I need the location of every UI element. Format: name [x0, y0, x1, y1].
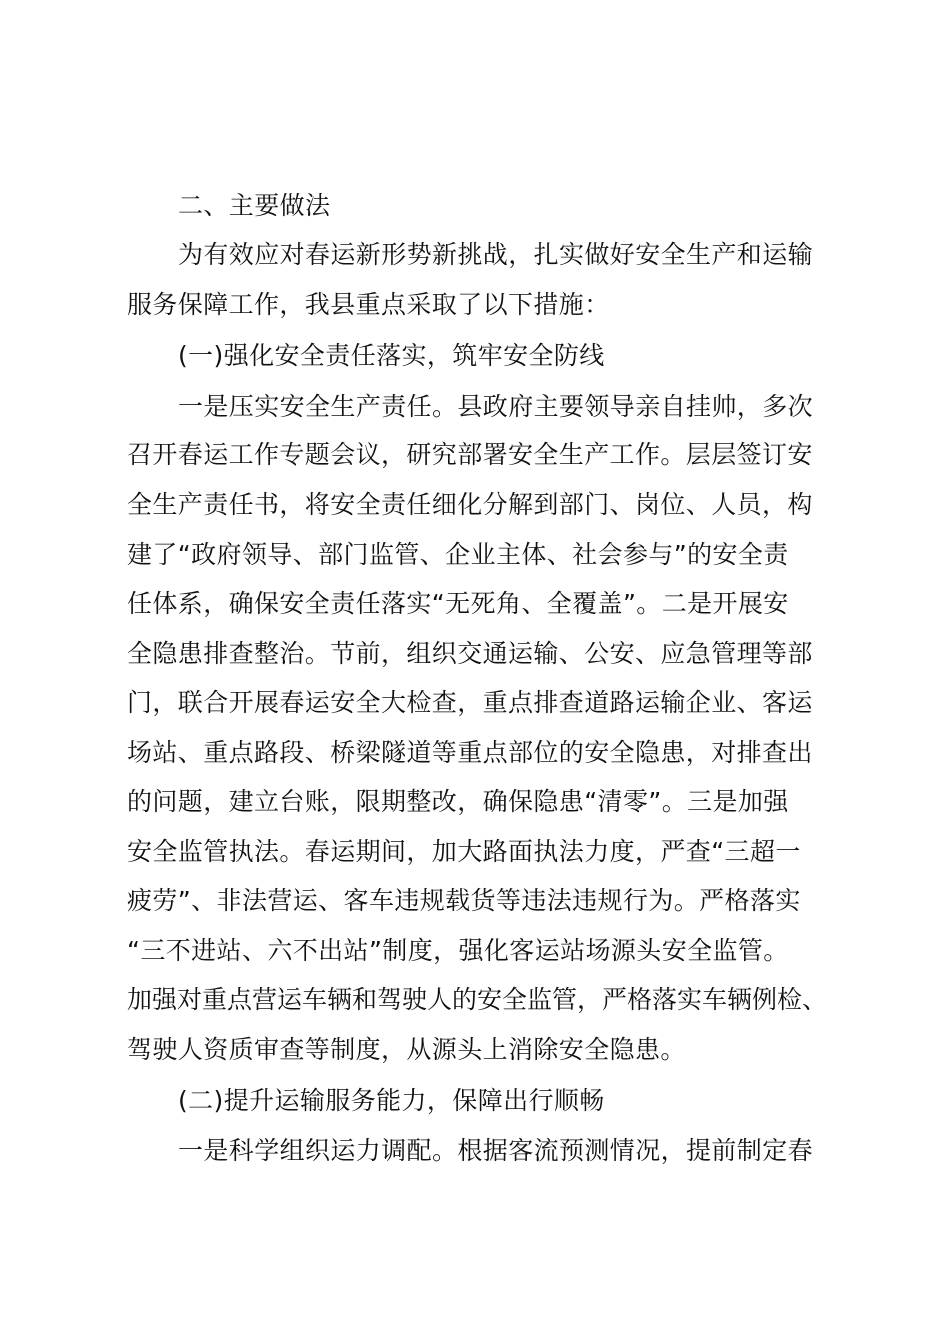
- paragraph-line: 全生产责任书，将安全责任细化分解到部门、岗位、人员，构: [127, 490, 813, 519]
- paragraph-line: 一是科学组织运力调配。根据客流预测情况，提前制定春: [178, 1136, 814, 1165]
- paragraph-line: 的问题，建立台账，限期整改，确保隐患“清零”。三是加强: [127, 787, 789, 816]
- paragraph-line: 为有效应对春运新形势新挑战，扎实做好安全生产和运输: [178, 240, 814, 269]
- paragraph-line: 任体系，确保安全责任落实“无死角、全覆盖”。二是开展安: [127, 589, 789, 618]
- subsection-heading: (一)强化安全责任落实，筑牢安全防线: [178, 341, 605, 370]
- paragraph-line: “三不进站、六不出站”制度，强化客运站场源头安全监管。: [127, 936, 789, 965]
- paragraph-line: 场站、重点路段、桥梁隧道等重点部位的安全隐患，对排查出: [127, 738, 813, 767]
- paragraph-line: 门，联合开展春运安全大检查，重点排查道路运输企业、客运: [127, 688, 813, 717]
- paragraph-line: 一是压实安全生产责任。县政府主要领导亲自挂帅，多次: [178, 392, 814, 421]
- paragraph-line: 加强对重点营运车辆和驾驶人的安全监管，严格落实车辆例检、: [127, 985, 828, 1014]
- paragraph-line: 驾驶人资质审查等制度，从源头上消除安全隐患。: [127, 1035, 686, 1064]
- paragraph-line: 服务保障工作，我县重点采取了以下措施：: [127, 290, 610, 319]
- paragraph-line: 召开春运工作专题会议，研究部署安全生产工作。层层签订安: [127, 440, 813, 469]
- paragraph-line: 疲劳”、非法营运、客车违规载货等违法违规行为。严格落实: [127, 886, 801, 915]
- paragraph-line: 建了“政府领导、部门监管、企业主体、社会参与”的安全责: [127, 540, 789, 569]
- section-heading: 二、主要做法: [178, 191, 331, 220]
- paragraph-line: 安全监管执法。春运期间，加大路面执法力度，严查“三超一: [127, 837, 801, 866]
- paragraph-line: 全隐患排查整治。节前，组织交通运输、公安、应急管理等部: [127, 639, 813, 668]
- subsection-heading: (二)提升运输服务能力，保障出行顺畅: [178, 1086, 605, 1115]
